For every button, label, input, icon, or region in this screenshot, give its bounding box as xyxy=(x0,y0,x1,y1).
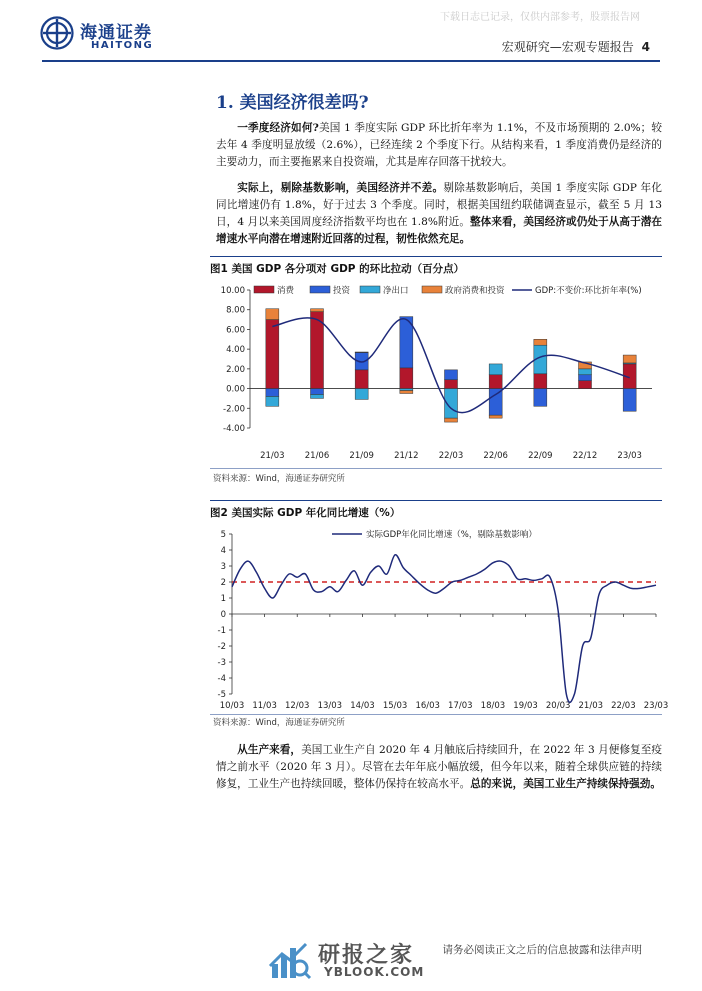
bar-3-23/03 xyxy=(623,355,636,363)
bar-3-21/06 xyxy=(311,309,324,312)
bar-1-22/12 xyxy=(579,375,592,381)
bar-0-22/03 xyxy=(445,380,458,389)
y-tick-label: 5 xyxy=(220,530,226,540)
section-title: 1. 美国经济很差吗? xyxy=(216,93,369,113)
watermark: 下载日志已记录，仅供内部参考，股票报告网 xyxy=(440,12,640,23)
paragraph-production xyxy=(216,742,662,793)
x-tick-label: 21/03 xyxy=(578,701,604,711)
x-tick-label: 13/03 xyxy=(317,701,343,711)
legend-label-1: 投资 xyxy=(333,286,351,296)
haitong-logo-icon xyxy=(40,16,74,50)
x-tick-label: 22/12 xyxy=(572,451,598,461)
logo-chinese: 海通证券 xyxy=(80,23,152,43)
y-tick-label: 3 xyxy=(220,562,226,572)
bar-0-22/06 xyxy=(489,375,502,389)
y-tick-label: -2.00 xyxy=(223,404,245,415)
y-tick-label: -5 xyxy=(217,690,226,700)
y-tick-label: 8.00 xyxy=(226,305,245,316)
bar-2-22/12 xyxy=(579,369,592,375)
brand-url: YBLOOK.COM xyxy=(324,965,425,979)
x-tick-label: 15/03 xyxy=(382,701,408,711)
x-tick-label: 22/09 xyxy=(528,451,553,461)
figure1-chart xyxy=(210,276,662,466)
x-tick-label: 21/09 xyxy=(349,451,374,461)
bar-1-21/06 xyxy=(311,389,324,395)
legend-swatch-3 xyxy=(422,286,442,293)
y-tick-label: 0.00 xyxy=(226,384,245,395)
x-tick-label: 16/03 xyxy=(415,701,440,711)
legend-swatch-2 xyxy=(360,286,380,293)
header-divider xyxy=(42,60,660,62)
y-tick-label: -4 xyxy=(217,674,226,684)
figure1-bottom-line xyxy=(210,468,662,469)
bar-2-21/03 xyxy=(266,396,279,406)
paragraph-production-lead: 从生产来看， xyxy=(237,744,302,756)
bar-2-21/09 xyxy=(355,389,368,400)
x-tick-label: 22/03 xyxy=(611,701,636,711)
x-tick-label: 10/03 xyxy=(219,701,245,711)
bar-2-21/06 xyxy=(311,394,324,398)
bar-3-22/09 xyxy=(534,339,547,345)
figure2-source: 资料来源：Wind，海通证券研究所 xyxy=(213,718,345,728)
legend-swatch-0 xyxy=(254,286,274,293)
bar-1-21/03 xyxy=(266,389,279,397)
x-tick-label: 21/06 xyxy=(304,451,330,461)
gdp-yoy-line xyxy=(232,555,656,703)
legend-label-0: 消费 xyxy=(277,286,295,296)
bar-1-22/03 xyxy=(445,370,458,380)
paragraph-q1-body: 美国 1 季度实际 GDP 环比折年率为 1.1%，不及市场预期的 2.0%；较去年 4 季度明显放缓（2.6%），已经连续 2 个季度下行。从结构来看，1 季度消费仍是经济的主要动力，而主要拖累来自投资端，尤其是库存回落干扰较大。 xyxy=(216,122,662,168)
paragraph-base-effect xyxy=(216,180,662,248)
legend-label-2: 净出口 xyxy=(383,286,409,296)
bar-0-22/09 xyxy=(534,374,547,389)
legend-swatch-1 xyxy=(310,286,330,293)
legend-line-label: 实际GDP年化同比增速（%，剔除基数影响） xyxy=(366,530,537,540)
x-tick-label: 14/03 xyxy=(350,701,375,711)
y-tick-label: 4 xyxy=(220,546,226,556)
paragraph-q1-lead: 一季度经济如何? xyxy=(237,122,319,134)
y-tick-label: 10.00 xyxy=(220,286,245,296)
bar-1-22/09 xyxy=(534,389,547,407)
y-tick-label: 2.00 xyxy=(226,364,245,375)
bar-3-21/12 xyxy=(400,391,413,394)
y-tick-label: -4.00 xyxy=(223,424,245,434)
legend-label-3: 政府消费和投资 xyxy=(445,286,505,296)
y-tick-label: -3 xyxy=(217,658,226,668)
y-tick-label: 6.00 xyxy=(226,325,245,336)
bar-2-22/06 xyxy=(489,364,502,375)
page-header xyxy=(502,38,650,55)
paragraph-q1 xyxy=(216,120,662,171)
header-report-type: 宏观研究—宏观专题报告 xyxy=(501,40,634,54)
figure2-bottom-line xyxy=(210,714,662,715)
bar-3-21/09 xyxy=(355,352,368,353)
y-tick-label: 0 xyxy=(220,610,226,620)
x-tick-label: 18/03 xyxy=(480,701,506,711)
x-tick-label: 23/03 xyxy=(643,701,669,711)
figure2-title: 图2 美国实际 GDP 年化同比增速（%） xyxy=(210,500,662,520)
bar-3-22/06 xyxy=(489,415,502,418)
figure1-source: 资料来源：Wind，海通证券研究所 xyxy=(213,474,345,484)
bar-0-21/12 xyxy=(400,368,413,389)
paragraph-production-body: 美国工业生产自 2020 年 4 月触底后持续回升，在 2022 年 3 月便修复至疫情之前水平（2020 年 3 月）。尽管在去年年底小幅放缓，但今年以来，随着全球供应链的持续修复，工业生产也持续回暖，整体仍保持在较高水平。 xyxy=(216,744,662,790)
bar-0-22/12 xyxy=(579,381,592,389)
figure1-title: 图1 美国 GDP 各分项对 GDP 的环比拉动（百分点） xyxy=(210,256,662,276)
y-tick-label: -2 xyxy=(217,642,226,652)
yblook-logo-icon xyxy=(268,938,312,982)
x-tick-label: 22/03 xyxy=(438,451,464,461)
bar-1-23/03 xyxy=(623,389,636,412)
bar-3-22/03 xyxy=(445,418,458,422)
y-tick-label: -1 xyxy=(217,626,226,636)
y-tick-label: 2 xyxy=(220,578,226,588)
bar-0-21/03 xyxy=(266,320,279,389)
page-number: 4 xyxy=(641,40,650,54)
y-tick-label: 1 xyxy=(220,594,226,604)
legend-line-label: GDP:不变价:环比折年率(%) xyxy=(535,286,642,296)
brand-name: 研报之家 xyxy=(318,943,415,968)
x-tick-label: 21/12 xyxy=(394,451,419,461)
paragraph-base-tail: 整体来看，美国经济或仍处于从高于潜在增速水平向潜在增速附近回落的过程，韧性依然充足。 xyxy=(216,216,662,245)
x-tick-label: 22/06 xyxy=(483,451,508,461)
y-tick-label: 4.00 xyxy=(226,345,245,356)
paragraph-base-body: 剔除基数影响后，美国 1 季度实际 GDP 年化同比增速仍有 1.8%，好于过去 3 个季度。同时，根据美国纽约联储调查显示，截至 5 月 13 日，4 月以来美国周度经济指数平均也在 1.8%附近。 xyxy=(216,182,663,228)
x-tick-label: 23/03 xyxy=(617,451,642,461)
footer-disclaimer: 请务必阅读正文之后的信息披露和法律声明 xyxy=(442,944,642,956)
paragraph-base-lead: 实际上，剔除基数影响，美国经济并不差。 xyxy=(237,182,444,194)
x-tick-label: 17/03 xyxy=(448,701,473,711)
bar-1-22/06 xyxy=(489,389,502,416)
x-tick-label: 21/03 xyxy=(260,451,285,461)
x-tick-label: 20/03 xyxy=(545,701,571,711)
figure2-chart xyxy=(210,520,669,714)
bar-2-21/12 xyxy=(400,389,413,391)
logo-english: HAITONG xyxy=(91,40,154,51)
x-tick-label: 19/03 xyxy=(513,701,538,711)
paragraph-production-tail: 总的来说，美国工业生产持续保持强劲。 xyxy=(470,778,661,790)
bar-3-21/03 xyxy=(266,309,279,320)
bar-0-21/09 xyxy=(355,370,368,389)
x-tick-label: 12/03 xyxy=(284,701,310,711)
x-tick-label: 11/03 xyxy=(252,701,277,711)
